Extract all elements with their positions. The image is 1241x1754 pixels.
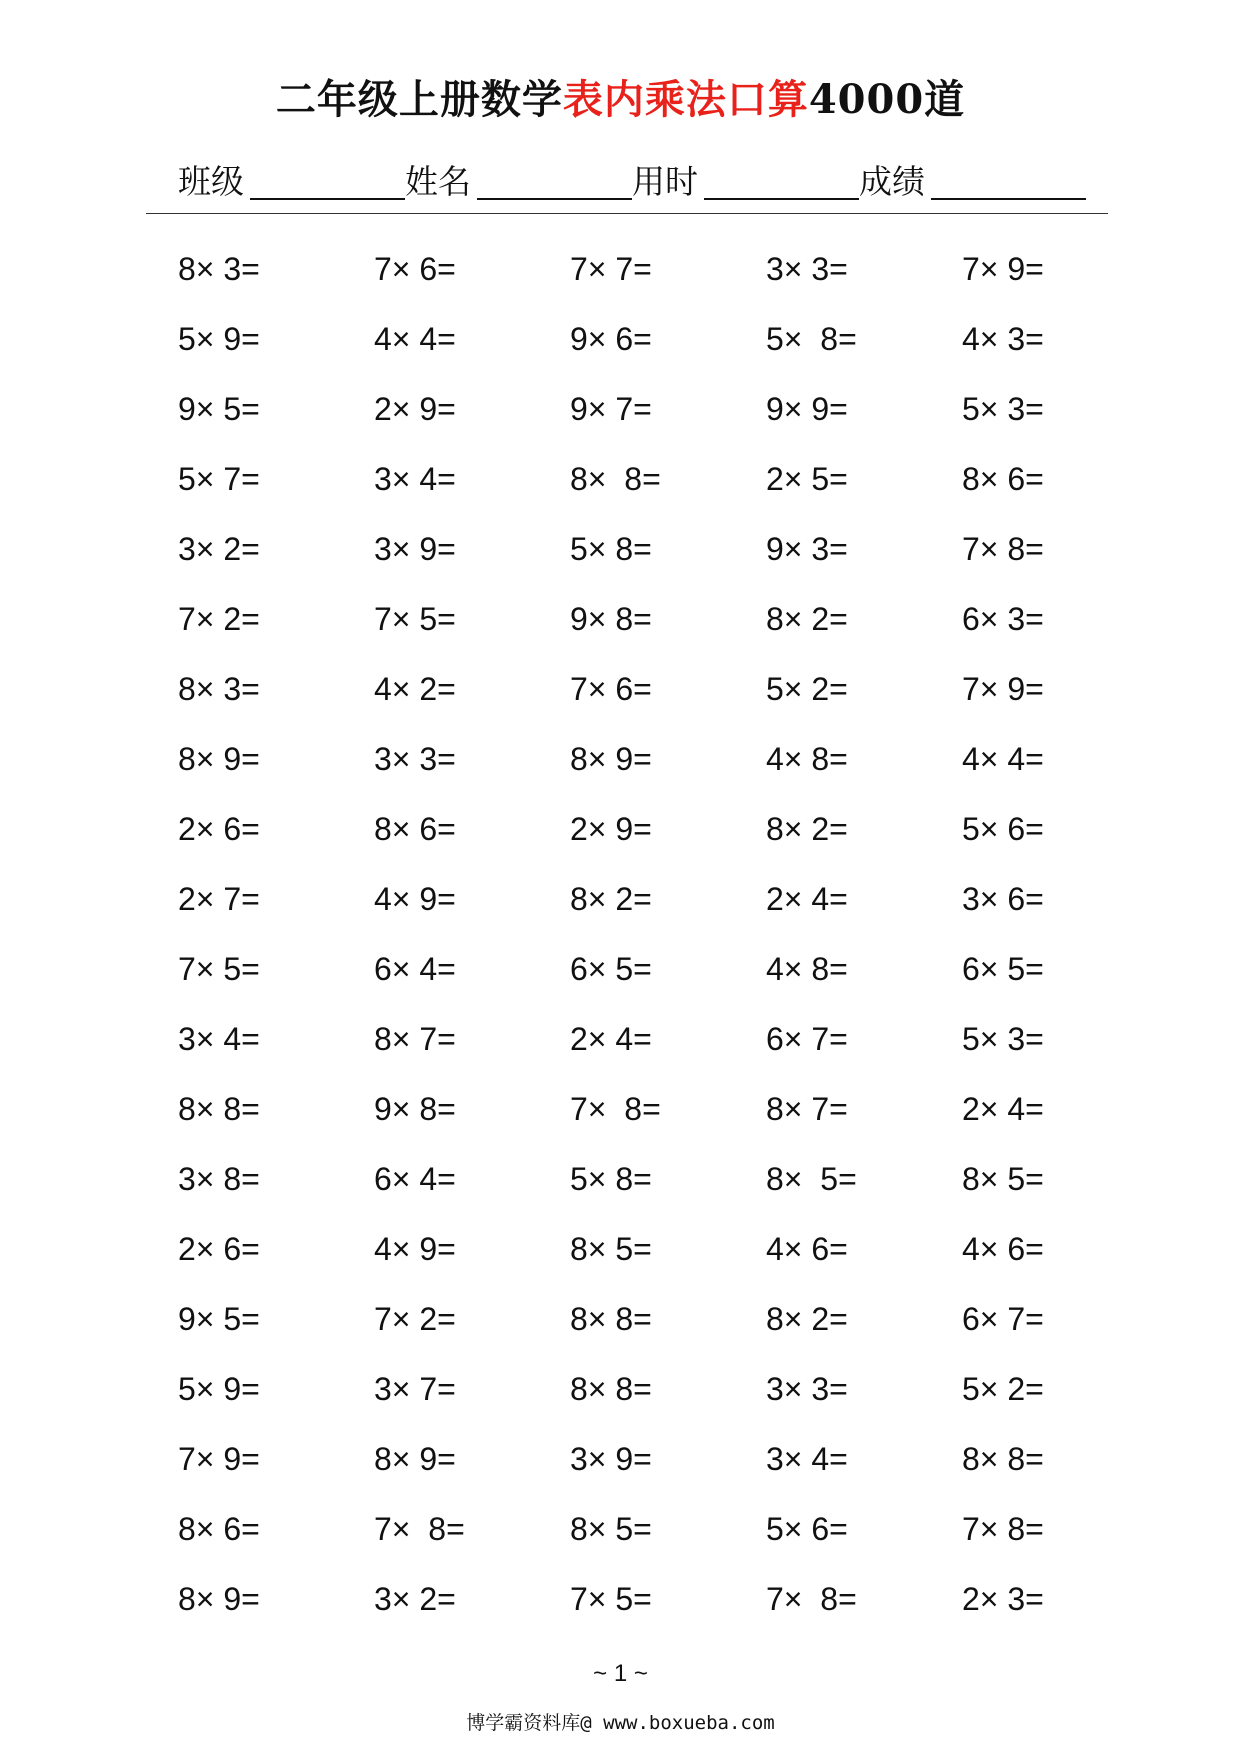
- problem-row: [178, 724, 1168, 794]
- problem-item: 6× 7=: [766, 1021, 848, 1057]
- problem-item: 4× 8=: [766, 741, 848, 777]
- class-label: 班级: [178, 162, 244, 201]
- problem-item: 2× 9=: [374, 391, 456, 427]
- problem-item: 2× 4=: [570, 1021, 652, 1057]
- problem-item: 4× 4=: [374, 321, 456, 357]
- problem-item: 8× 9=: [178, 741, 260, 777]
- problem-row: [178, 584, 1168, 654]
- problem-row: [178, 934, 1168, 1004]
- problem-item: 8× 2=: [766, 601, 848, 637]
- problem-item: 7× 9=: [962, 251, 1044, 287]
- problem-row: [178, 1214, 1168, 1284]
- problem-item: 4× 3=: [962, 321, 1044, 357]
- problem-item: 3× 4=: [766, 1441, 848, 1477]
- page-number: ~ 1 ~: [593, 1660, 648, 1687]
- problem-item: 3× 8=: [178, 1161, 260, 1197]
- problem-item: 8× 7=: [766, 1091, 848, 1127]
- problem-item: 8× 8=: [570, 461, 661, 497]
- problem-item: 8× 9=: [178, 1581, 260, 1617]
- problem-item: 9× 9=: [766, 391, 848, 427]
- problem-row: [178, 1354, 1168, 1424]
- problem-item: 9× 7=: [570, 391, 652, 427]
- problem-item: 8× 9=: [374, 1441, 456, 1477]
- problem-item: 5× 8=: [766, 321, 857, 357]
- problem-item: 7× 8=: [374, 1511, 465, 1547]
- problem-item: 9× 8=: [570, 601, 652, 637]
- problem-item: 7× 6=: [374, 251, 456, 287]
- problem-item: 7× 7=: [570, 251, 652, 287]
- problem-row: [178, 1144, 1168, 1214]
- problem-item: 6× 4=: [374, 951, 456, 987]
- problem-item: 4× 8=: [766, 951, 848, 987]
- problem-item: 9× 6=: [570, 321, 652, 357]
- problem-item: 3× 2=: [178, 531, 260, 567]
- problem-row: [178, 1074, 1168, 1144]
- problem-item: 8× 2=: [766, 811, 848, 847]
- problem-item: 8× 8=: [570, 1301, 652, 1337]
- problem-item: 8× 9=: [570, 741, 652, 777]
- problem-item: 3× 3=: [766, 1371, 848, 1407]
- problem-item: 8× 6=: [374, 811, 456, 847]
- problem-item: 7× 9=: [962, 671, 1044, 707]
- problem-item: 5× 8=: [570, 1161, 652, 1197]
- problem-item: 8× 5=: [962, 1161, 1044, 1197]
- problem-item: 8× 5=: [570, 1231, 652, 1267]
- problem-item: 8× 6=: [962, 461, 1044, 497]
- problem-item: 8× 5=: [766, 1161, 857, 1197]
- problem-item: 2× 9=: [570, 811, 652, 847]
- problem-item: 5× 3=: [962, 391, 1044, 427]
- problem-item: 6× 5=: [570, 951, 652, 987]
- problem-item: 8× 8=: [570, 1371, 652, 1407]
- problem-item: 6× 3=: [962, 601, 1044, 637]
- problem-item: 2× 7=: [178, 881, 260, 917]
- problem-item: 5× 8=: [570, 531, 652, 567]
- problem-row: [178, 1424, 1168, 1494]
- title-highlight: 表内乘法口算: [562, 76, 809, 123]
- header-divider: [146, 213, 1108, 214]
- score-label: 成绩: [859, 162, 925, 201]
- problem-item: 7× 8=: [766, 1581, 857, 1617]
- problem-item: 2× 6=: [178, 1231, 260, 1267]
- problem-row: [178, 444, 1168, 514]
- problem-item: 9× 8=: [374, 1091, 456, 1127]
- problem-item: 9× 3=: [766, 531, 848, 567]
- problem-item: 8× 6=: [178, 1511, 260, 1547]
- problem-row: [178, 234, 1168, 304]
- time-blank: [704, 198, 859, 200]
- name-label: 姓名: [405, 162, 471, 201]
- problem-item: 4× 2=: [374, 671, 456, 707]
- problem-item: 7× 8=: [962, 1511, 1044, 1547]
- problem-item: 3× 9=: [374, 531, 456, 567]
- problem-item: 6× 4=: [374, 1161, 456, 1197]
- score-blank: [931, 198, 1086, 200]
- problem-item: 5× 6=: [766, 1511, 848, 1547]
- problem-item: 8× 3=: [178, 671, 260, 707]
- page-title: 二年级上册数学表内乘法口算4000道: [275, 76, 966, 123]
- problem-item: 3× 3=: [374, 741, 456, 777]
- problem-row: [178, 1284, 1168, 1354]
- problem-item: 7× 5=: [570, 1581, 652, 1617]
- problem-item: 9× 5=: [178, 391, 260, 427]
- time-label: 用时: [632, 162, 698, 201]
- problem-item: 5× 9=: [178, 1371, 260, 1407]
- problem-item: 9× 5=: [178, 1301, 260, 1337]
- problem-item: 6× 7=: [962, 1301, 1044, 1337]
- problem-item: 2× 3=: [962, 1581, 1044, 1617]
- problem-item: 4× 9=: [374, 1231, 456, 1267]
- problem-row: [178, 304, 1168, 374]
- problem-item: 8× 7=: [374, 1021, 456, 1057]
- problem-row: [178, 1004, 1168, 1074]
- problem-item: 2× 5=: [766, 461, 848, 497]
- problem-item: 5× 3=: [962, 1021, 1044, 1057]
- problem-row: [178, 864, 1168, 934]
- problem-item: 3× 3=: [766, 251, 848, 287]
- problem-item: 3× 9=: [570, 1441, 652, 1477]
- name-blank: [477, 198, 632, 200]
- problem-item: 7× 8=: [570, 1091, 661, 1127]
- class-blank: [250, 198, 405, 200]
- problem-item: 7× 8=: [962, 531, 1044, 567]
- problem-item: 5× 6=: [962, 811, 1044, 847]
- problem-item: 8× 3=: [178, 251, 260, 287]
- problem-row: [178, 1564, 1168, 1634]
- problem-row: [178, 1494, 1168, 1564]
- problem-row: [178, 374, 1168, 444]
- problem-item: 4× 4=: [962, 741, 1044, 777]
- problem-item: 7× 5=: [374, 601, 456, 637]
- problem-item: 5× 9=: [178, 321, 260, 357]
- problem-item: 5× 7=: [178, 461, 260, 497]
- problem-item: 4× 6=: [766, 1231, 848, 1267]
- problem-item: 8× 8=: [178, 1091, 260, 1127]
- problem-item: 7× 2=: [374, 1301, 456, 1337]
- problem-row: [178, 794, 1168, 864]
- problem-item: 3× 6=: [962, 881, 1044, 917]
- problem-item: 2× 4=: [962, 1091, 1044, 1127]
- problem-item: 8× 2=: [766, 1301, 848, 1337]
- problem-item: 5× 2=: [962, 1371, 1044, 1407]
- problem-item: 5× 2=: [766, 671, 848, 707]
- problem-item: 7× 5=: [178, 951, 260, 987]
- problem-item: 4× 6=: [962, 1231, 1044, 1267]
- problem-item: 3× 2=: [374, 1581, 456, 1617]
- problem-item: 7× 6=: [570, 671, 652, 707]
- problem-item: 2× 6=: [178, 811, 260, 847]
- problem-item: 2× 4=: [766, 881, 848, 917]
- problem-grid: [178, 234, 1168, 1634]
- problem-item: 3× 7=: [374, 1371, 456, 1407]
- problem-item: 6× 5=: [962, 951, 1044, 987]
- problem-item: 3× 4=: [178, 1021, 260, 1057]
- problem-item: 8× 8=: [962, 1441, 1044, 1477]
- footer-watermark: 博学霸资料库@ www.boxueba.com: [466, 1712, 775, 1734]
- problem-item: 4× 9=: [374, 881, 456, 917]
- problem-item: 8× 5=: [570, 1511, 652, 1547]
- problem-item: 7× 2=: [178, 601, 260, 637]
- problem-item: 8× 2=: [570, 881, 652, 917]
- problem-row: [178, 654, 1168, 724]
- problem-item: 3× 4=: [374, 461, 456, 497]
- problem-item: 7× 9=: [178, 1441, 260, 1477]
- student-info-row: [178, 160, 1086, 204]
- problem-row: [178, 514, 1168, 584]
